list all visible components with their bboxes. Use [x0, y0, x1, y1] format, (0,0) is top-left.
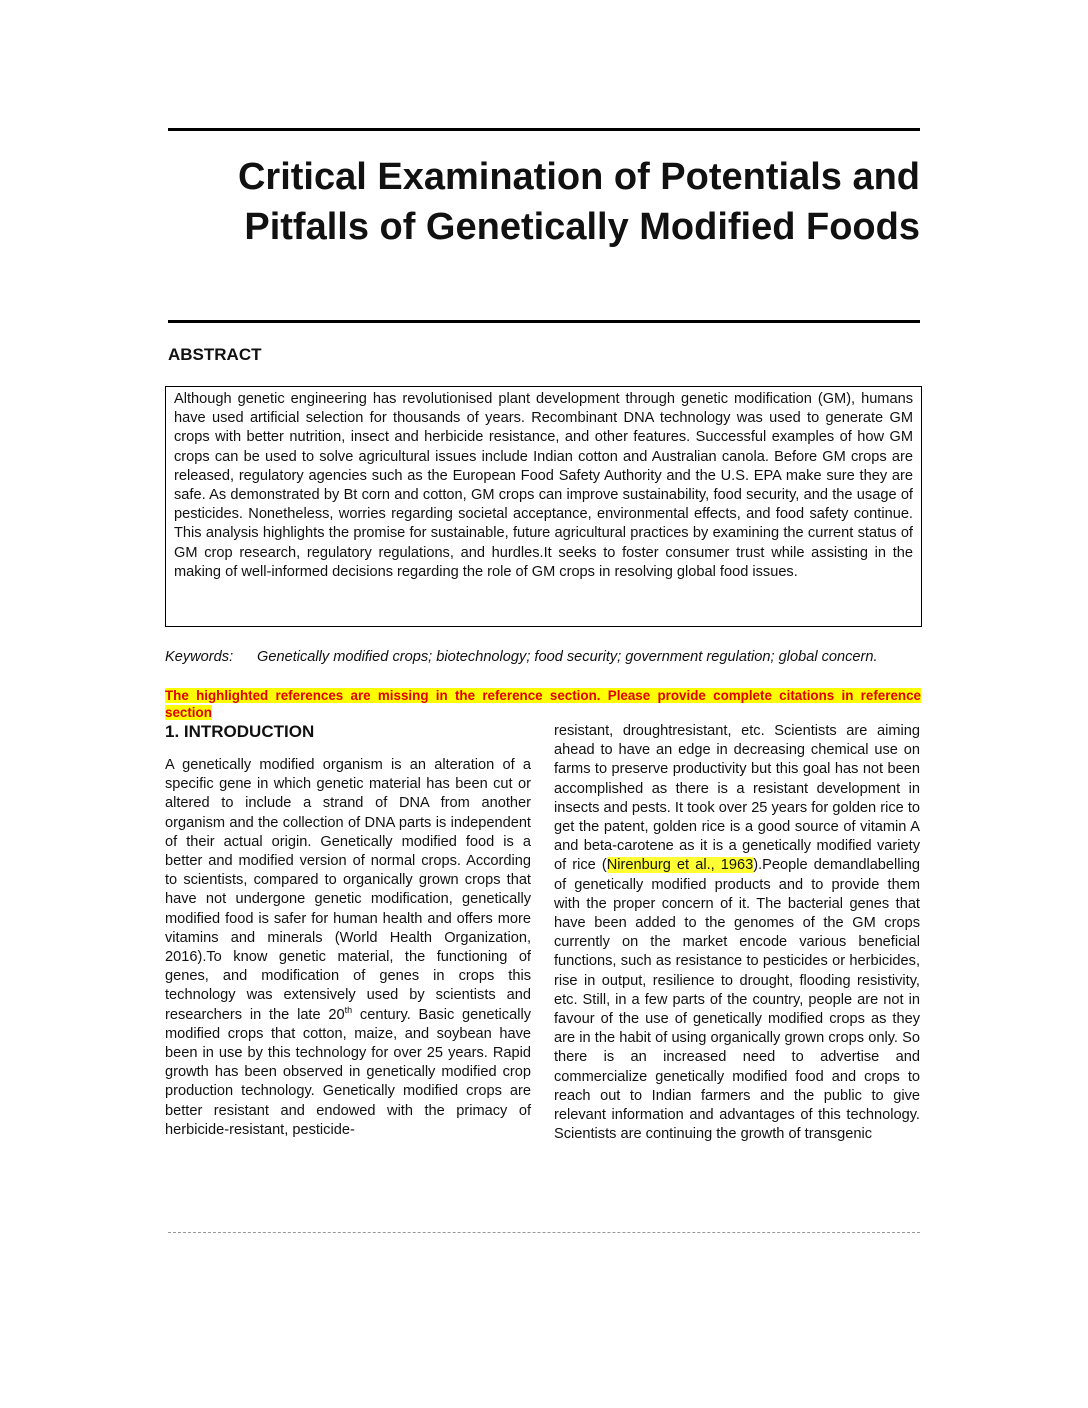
- introduction-heading: 1. INTRODUCTION: [165, 722, 315, 741]
- keywords-label: Keywords:: [165, 649, 234, 665]
- keywords-text: Genetically modified crops; biotechnology; food security; government regulation; global concern.: [257, 649, 878, 665]
- highlighted-citation[interactable]: Nirenburg et al., 1963: [606, 857, 754, 874]
- intro-right-text-b: ).People demandlabelling of genetically modified products and to provide them with the proper concern of it. The bacterial genes that have been added to the genomes of the GM crops currently on the market encode various beneficial functions, such as resistance to pesticides or herbicides, rise in output, resilience to drought, flooding resistivity, etc. Still, in a few parts of the country, people are not in favour of the use of genetically modified crops as they are in the habit of using organically grown crops only. So there is an increased need to advertise and commercialize genetically modified food and crops to reach out to Indian farmers and the public to give relevant information and advantages of this technology. Scientists are continuing the growth of transgenic: [554, 857, 920, 1143]
- intro-right-text-a: resistant, droughtresistant, etc. Scientists are aiming ahead to have an edge in decreasing chemical use on farms to preserve productivity but this goal has not been accomplished as there is a resistant development in insects and pests. It took over 25 years for golden rice to get the patent, golden rice is a good source of vitamin A and beta-carotene as it is a genetically modified variety of rice (: [554, 723, 920, 874]
- intro-paragraph-right: [554, 722, 920, 1144]
- intro-right-column: [554, 722, 920, 1144]
- ordinal-superscript: th: [344, 1004, 353, 1015]
- intro-left-text-a: A genetically modified organism is an alteration of a specific gene in which genetic material has been cut or altered to include a strand of DNA from another organism and the collection of DNA parts is independent of their actual origin. Genetically modified food is a better and modified version of normal crops. According to scientists, compared to organically grown crops that have not undergone genetic modification, genetically modified food is safer for human health and offers more vitamins and minerals (World Health Organization, 2016).To know genetic material, the functioning of genes, and modification of genes in crops this technology was extensively used by scientists and researchers in the late 20: [165, 757, 531, 1023]
- title-bottom-rule: [168, 320, 920, 323]
- editor-note-text: The highlighted references are missing in the reference section. Please provide complete citations in reference section: [165, 688, 921, 720]
- intro-paragraph-left: [165, 756, 531, 1140]
- editor-note: [165, 687, 921, 721]
- intro-left-text-b: century. Basic genetically modified crops that cotton, maize, and soybean have been in use by this technology for over 25 years. Rapid growth has been observed in genetically modified crop production technology. Genetically modified crops are better resistant and endowed with the primacy of herbicide-resistant, pesticide-: [165, 1006, 531, 1138]
- paper-title: Critical Examination of Potentials and Pitfalls of Genetically Modified Foods: [237, 156, 920, 248]
- intro-left-column: [165, 722, 531, 1140]
- title-top-rule: [168, 128, 920, 131]
- abstract-text: Although genetic engineering has revolutionised plant development through genetic modification (GM), humans have used artificial selection for thousands of years. Recombinant DNA technology was used to generate GM crops with better nutrition, insect and herbicide resistance, and other features. Successful examples of how GM crops can be used to solve agricultural issues include Indian cotton and Australian canola. Before GM crops are released, regulatory agencies such as the European Food Safety Authority and the U.S. EPA make sure they are safe. As demonstrated by Bt corn and cotton, GM crops can improve sustainability, food security, and the usage of pesticides. Nonetheless, worries regarding societal acceptance, environmental effects, and food safety continue. This analysis highlights the promise for sustainable, future agricultural practices by examining the current status of GM crop research, regulatory regulations, and hurdles.It seeks to foster consumer trust while assisting in the making of well-informed decisions regarding the role of GM crops in resolving global food issues.: [174, 391, 913, 580]
- abstract-heading: ABSTRACT: [168, 345, 262, 364]
- footer-rule: [168, 1232, 920, 1233]
- keywords: [165, 648, 921, 666]
- abstract-box: [165, 386, 922, 627]
